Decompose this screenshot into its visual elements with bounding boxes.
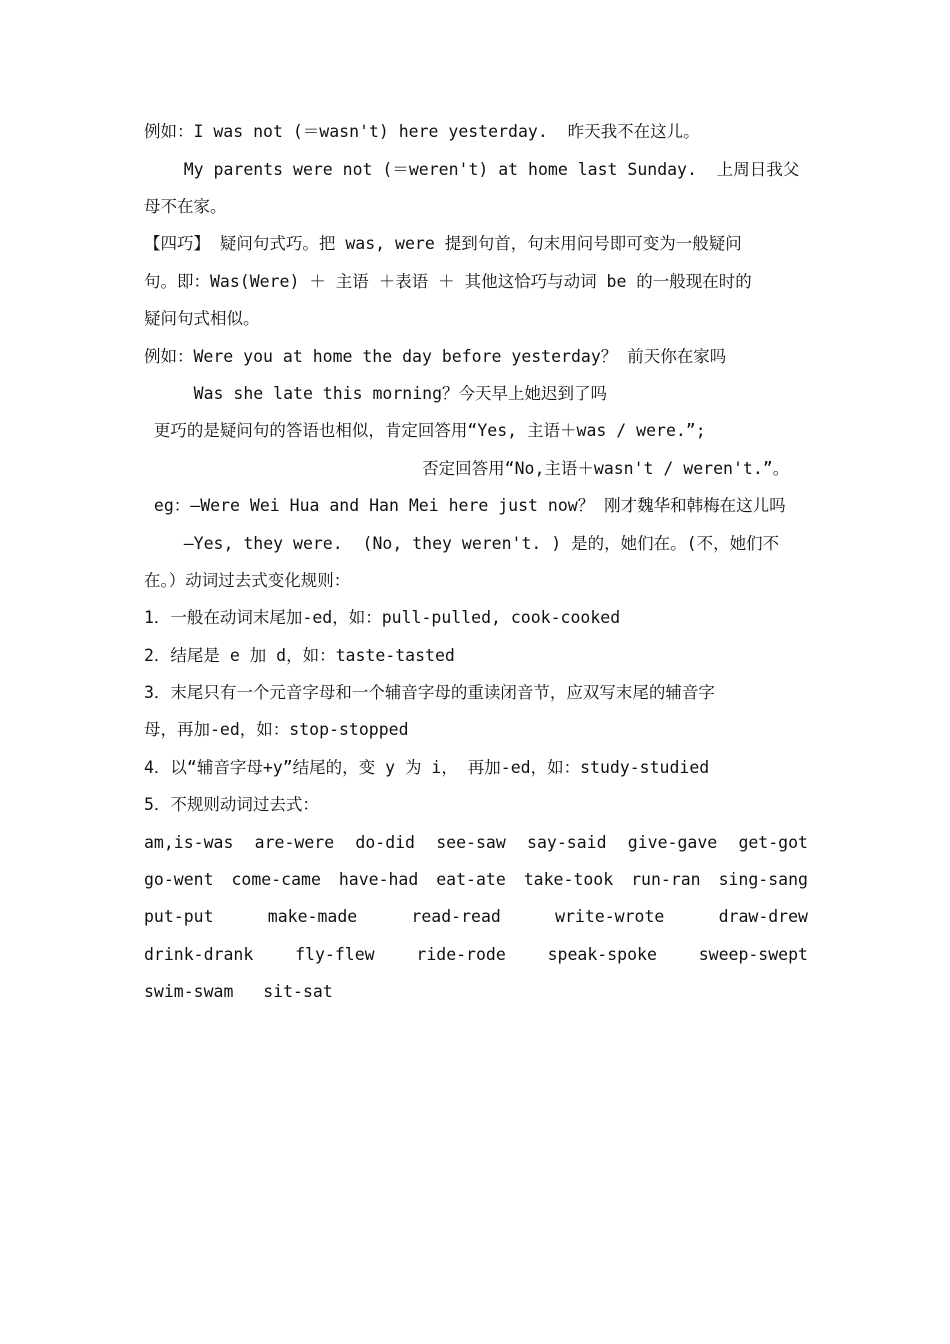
verb-row	[144, 870, 808, 890]
verb-pair: get-got	[738, 833, 808, 852]
text-line: —Yes, they were. (No, they weren't. ) 是的，她们在。(不，她们不	[144, 534, 780, 553]
verb-pair: drink-drank	[144, 945, 254, 964]
text-line: 在。）动词过去式变化规则：	[144, 571, 351, 590]
verb-pair: come-came	[231, 870, 321, 889]
text-line: 例如：I was not (＝wasn't) here yesterday. 昨天我不在这儿。	[144, 122, 700, 141]
verb-pair: go-went	[144, 870, 214, 889]
verb-pair: make-made	[267, 907, 358, 926]
verb-pair: fly-flew	[295, 945, 375, 964]
verb-pair: take-took	[523, 870, 614, 889]
rule-item: 2．结尾是 e 加 d，如：taste-tasted	[144, 646, 455, 665]
verb-pair: sing-sang	[718, 870, 808, 889]
verb-pair: put-put	[144, 907, 214, 926]
section-heading-line: 【四巧】 疑问句式巧。把 was, were 提到句首，句末用问号即可变为一般疑问	[144, 234, 742, 253]
verb-row	[144, 907, 808, 927]
text-line: eg：—Were Wei Hua and Han Mei here just now？ 刚才魏华和韩梅在这儿吗	[144, 496, 786, 515]
verb-pair: write-wrote	[555, 907, 665, 926]
verb-row	[144, 833, 808, 853]
verb-pair: read-read	[411, 907, 501, 926]
verb-pair: sweep-swept	[698, 945, 808, 964]
text-line: 更巧的是疑问句的答语也相似，肯定回答用“Yes, 主语＋was / were.”;	[144, 421, 706, 440]
text-line: 否定回答用“No,主语＋wasn't / weren't.”。	[144, 459, 790, 478]
verb-pair: am,is-was	[144, 833, 234, 852]
verb-row	[144, 945, 808, 965]
rule-item: 3．末尾只有一个元音字母和一个辅音字母的重读闭音节，应双写末尾的辅音字	[144, 683, 715, 702]
verb-pair: do-did	[355, 833, 415, 852]
verb-row	[144, 982, 333, 1002]
rule-item: 5．不规则动词过去式：	[144, 795, 319, 814]
text-line: 句。即：Was(Were) ＋ 主语 ＋表语 ＋ 其他这恰巧与动词 be 的一般现在时的	[144, 272, 752, 291]
verb-pair: have-had	[338, 870, 419, 889]
text-line: 例如：Were you at home the day before yesterday？ 前天你在家吗	[144, 347, 727, 366]
text-line: Was she late this morning？今天早上她迟到了吗	[144, 384, 608, 403]
verb-pair: ride-rode	[416, 945, 506, 964]
text-line: My parents were not (＝weren't) at home last Sunday. 上周日我父	[144, 160, 800, 179]
verb-pair: are-were	[254, 833, 335, 852]
verb-pair: see-saw	[436, 833, 506, 852]
text-line: 母不在家。	[144, 197, 227, 216]
verb-pair: eat-ate	[436, 870, 506, 889]
verb-pair: run-ran	[631, 870, 701, 889]
rule-item: 1．一般在动词末尾加-ed，如：pull-pulled, cook-cooked	[144, 608, 621, 627]
rule-item: 4．以“辅音字母+y”结尾的，变 y 为 i， 再加-ed，如：study-studied	[144, 758, 710, 777]
verb-pair: swim-swam	[144, 982, 234, 1001]
verb-pair: speak-spoke	[547, 945, 657, 964]
verb-pair: give-gave	[627, 833, 718, 852]
text-line: 疑问句式相似。	[144, 309, 260, 328]
verb-pair: sit-sat	[263, 982, 333, 1001]
verb-pair: draw-drew	[718, 907, 808, 926]
rule-item: 母，再加-ed，如：stop-stopped	[144, 720, 409, 739]
verb-pair: say-said	[527, 833, 607, 852]
